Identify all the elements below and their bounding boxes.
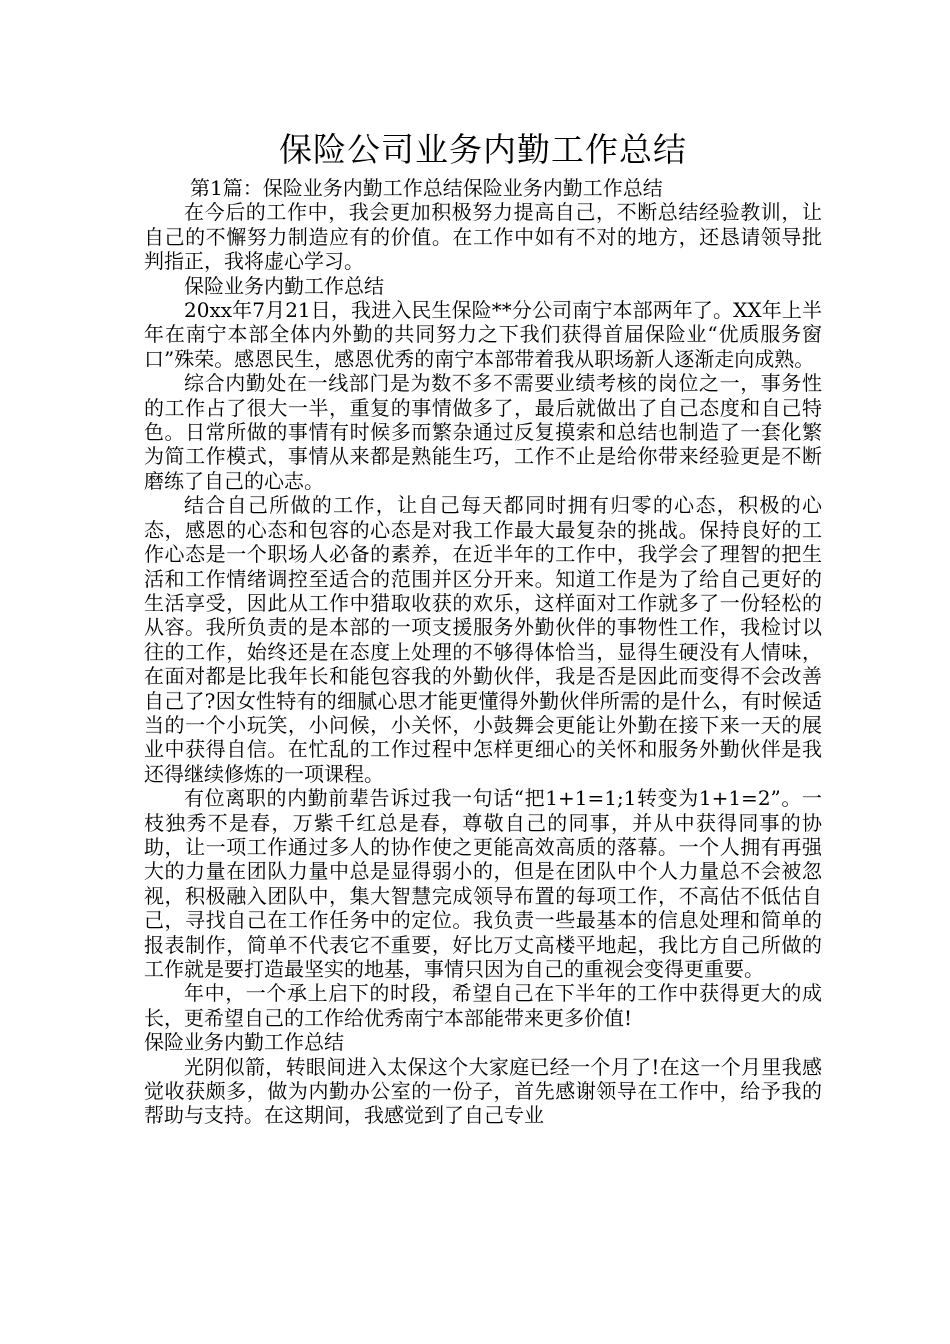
paragraph: 光阴似箭，转眼间进入太保这个大家庭已经一个月了!在这一个月里我感觉收获颇多，做为内勤办公室的一份子，首先感谢领导在工作中，给予我的帮助与支持。在这期间，我感觉到了自己专业 <box>144 1054 822 1128</box>
subheading: 保险业务内勤工作总结 <box>144 1030 344 1055</box>
paragraph: 有位离职的内勤前辈告诉过我一句话“把1+1=1;1转变为1+1=2”。一枝独秀不是春，万紫千红总是春，尊敬自己的同事，并从中获得同事的协助，让一项工作通过多人的协作使之更能高效高质的落幕。一个人拥有再强大的力量在团队力量中总是显得弱小的，但是在团队中个人力量总不会被忽视，积极融入团队中，集大智慧完成领导布置的每项工作，不高估不低估自己，寻找自己在工作任务中的定位。我负责一些最基本的信息处理和简单的报表制作，简单不代表它不重要，好比万丈高楼平地起，我比方自己所做的工作就是要打造最坚实的地基，事情只因为自己的重视会变得更重要。 <box>144 786 822 981</box>
document-body <box>144 130 822 1128</box>
paragraph: 综合内勤处在一线部门是为数不多不需要业绩考核的岗位之一，事务性的工作占了很大一半，重复的事情做多了，最后就做出了自己态度和自己特色。日常所做的事情有时候多而繁杂通过反复摸索和总结也制造了一套化繁为简工作模式，事情从来都是熟能生巧，工作不止是给你带来经验更是不断磨练了自己的心志。 <box>144 371 822 493</box>
paragraph: 年中，一个承上启下的时段，希望自己在下半年的工作中获得更大的成长，更希望自己的工作给优秀南宁本部能带来更多价值! <box>144 981 822 1030</box>
section-heading: 第1篇：保险业务内勤工作总结保险业务内勤工作总结 <box>190 176 663 200</box>
paragraph: 结合自己所做的工作，让自己每天都同时拥有归零的心态，积极的心态，感恩的心态和包容的心态是对我工作最大最复杂的挑战。保持良好的工作心态是一个职场人必备的素养，在近半年的工作中，我学会了理智的把生活和工作情绪调控至适合的范围并区分开来。知道工作是为了给自己更好的生活享受，因此从工作中猎取收获的欢乐，这样面对工作就多了一份轻松的从容。我所负责的是本部的一项支援服务外勤伙伴的事物性工作，我检讨以往的工作，始终还是在态度上处理的不够得体恰当，显得生硬没有人情味，在面对都是比我年长和能包容我的外勤伙伴，我是否是因此而变得不会改善自己了?因女性特有的细腻心思才能更懂得外勤伙伴所需的是什么，有时候适当的一个小玩笑，小问候，小关怀，小鼓舞会更能让外勤在接下来一天的展业中获得自信。在忙乱的工作过程中怎样更细心的关怀和服务外勤伙伴是我还得继续修炼的一项课程。 <box>144 493 822 786</box>
document-title: 保险公司业务内勤工作总结 <box>279 130 687 169</box>
paragraph: 20xx年7月21日，我进入民生保险**分公司南宁本部两年了。XX年上半年在南宁本部全体内外勤的共同努力之下我们获得首届保险业“优质服务窗口”殊荣。感恩民生，感恩优秀的南宁本部带着我从职场新人逐渐走向成熟。 <box>144 298 822 371</box>
paragraph: 在今后的工作中，我会更加积极努力提高自己，不断总结经验教训，让自己的不懈努力制造应有的价值。在工作中如有不对的地方，还恳请领导批判指正，我将虚心学习。 <box>144 200 822 274</box>
subheading: 保险业务内勤工作总结 <box>184 273 384 298</box>
